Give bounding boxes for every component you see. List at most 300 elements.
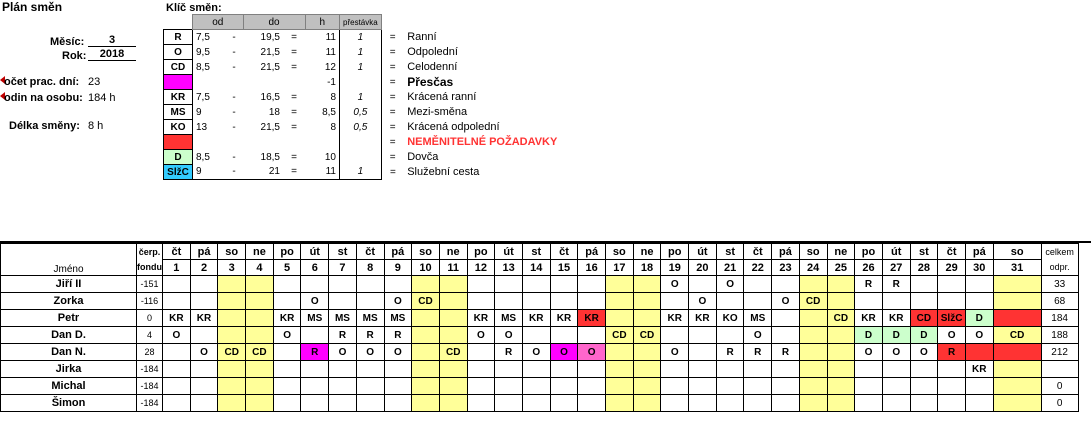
shift-cell[interactable]	[218, 327, 246, 344]
shift-start: 8,5	[193, 150, 226, 165]
workdays-label: očet prac. dní:	[4, 76, 80, 88]
shift-cell[interactable]	[772, 361, 800, 378]
shift-cell[interactable]: MS	[744, 310, 772, 327]
shift-cell[interactable]	[384, 276, 412, 293]
shift-cell[interactable]: O	[384, 293, 412, 310]
shift-cell[interactable]: MS	[384, 310, 412, 327]
shift-cell[interactable]	[522, 361, 550, 378]
shift-eq: =	[291, 151, 297, 163]
shift-code-D[interactable]: D	[164, 150, 193, 165]
shift-cell[interactable]: KR	[882, 310, 910, 327]
day-number-header: 28	[910, 260, 938, 276]
shift-cell[interactable]	[910, 395, 938, 412]
shift-cell[interactable]: CD	[606, 327, 634, 344]
shift-cell[interactable]	[633, 395, 661, 412]
shift-cell[interactable]	[606, 310, 634, 327]
shift-cell[interactable]	[606, 395, 634, 412]
shift-cell[interactable]	[412, 378, 440, 395]
shift-cell[interactable]	[550, 395, 578, 412]
shift-cell[interactable]	[633, 378, 661, 395]
shift-cell[interactable]: KR	[855, 310, 883, 327]
shift-cell[interactable]	[633, 293, 661, 310]
shift-cell[interactable]	[882, 378, 910, 395]
shift-key-table	[163, 14, 561, 180]
shift-start: 7,5	[193, 30, 226, 45]
shift-cell[interactable]	[606, 276, 634, 293]
shift-cell[interactable]	[301, 327, 329, 344]
shift-cell[interactable]	[882, 293, 910, 310]
shift-cell[interactable]	[633, 276, 661, 293]
shift-cell[interactable]	[799, 395, 827, 412]
shift-code-CD[interactable]: CD	[164, 60, 193, 75]
month-label: Měsíc:	[50, 36, 85, 48]
shift-cell[interactable]	[163, 344, 191, 361]
shift-cell[interactable]: R	[301, 344, 329, 361]
shift-cell[interactable]	[938, 395, 966, 412]
shift-cell[interactable]	[246, 395, 274, 412]
shift-cell[interactable]: O	[190, 344, 218, 361]
shift-cell[interactable]	[246, 327, 274, 344]
shift-cell[interactable]	[661, 293, 689, 310]
shift-cell[interactable]: R	[772, 344, 800, 361]
shift-cell[interactable]: CD	[218, 344, 246, 361]
shift-cell[interactable]	[744, 276, 772, 293]
shift-eq	[283, 135, 305, 150]
shift-cell[interactable]	[273, 293, 301, 310]
shift-cell[interactable]: O	[744, 327, 772, 344]
shift-cell[interactable]: KR	[467, 310, 495, 327]
shift-cell[interactable]: KR	[273, 310, 301, 327]
shift-cell[interactable]	[163, 293, 191, 310]
shift-cell[interactable]	[412, 310, 440, 327]
shift-cell[interactable]	[190, 361, 218, 378]
shift-cell[interactable]: D	[882, 327, 910, 344]
shift-cell[interactable]	[633, 361, 661, 378]
shift-cell[interactable]	[938, 293, 966, 310]
shift-cell[interactable]	[827, 361, 855, 378]
shift-cell[interactable]	[855, 378, 883, 395]
shift-cell[interactable]	[356, 361, 384, 378]
shift-cell[interactable]	[273, 395, 301, 412]
shift-cell[interactable]	[550, 293, 578, 310]
shift-cell[interactable]	[439, 361, 467, 378]
shift-cell[interactable]: MS	[356, 310, 384, 327]
shift-cell[interactable]	[772, 395, 800, 412]
shift-cell[interactable]	[522, 378, 550, 395]
shift-cell[interactable]	[522, 395, 550, 412]
shift-code-KR[interactable]: KR	[164, 90, 193, 105]
shift-cell[interactable]: SlžC	[938, 310, 966, 327]
shift-cell[interactable]	[190, 276, 218, 293]
shift-cell[interactable]	[606, 378, 634, 395]
shift-cell[interactable]	[412, 395, 440, 412]
shift-code-color-7[interactable]	[164, 135, 193, 150]
shift-cell[interactable]	[799, 344, 827, 361]
shift-cell[interactable]: CD	[412, 293, 440, 310]
shift-cell[interactable]: O	[467, 327, 495, 344]
shift-cell[interactable]	[329, 276, 357, 293]
shift-cell[interactable]	[689, 395, 717, 412]
shift-cell[interactable]	[439, 395, 467, 412]
shift-cell[interactable]: O	[384, 344, 412, 361]
shift-cell[interactable]: MS	[301, 310, 329, 327]
shift-cell[interactable]: O	[550, 344, 578, 361]
shift-plan-grid	[0, 243, 1079, 412]
shift-description: Mezi-směna	[407, 106, 468, 118]
total-column-header-2: odpr.	[1041, 260, 1078, 276]
shift-code-SlžC[interactable]: SlžC	[164, 165, 193, 180]
shift-cell[interactable]: KR	[689, 310, 717, 327]
shift-cell[interactable]	[799, 276, 827, 293]
shift-cell[interactable]	[744, 361, 772, 378]
shift-cell[interactable]: KR	[550, 310, 578, 327]
shift-cell[interactable]	[716, 395, 744, 412]
shift-cell[interactable]	[356, 378, 384, 395]
shift-cell[interactable]	[273, 378, 301, 395]
shift-cell[interactable]: O	[163, 327, 191, 344]
shift-cell[interactable]	[661, 378, 689, 395]
shift-cell[interactable]	[938, 276, 966, 293]
shift-cell[interactable]	[246, 378, 274, 395]
shift-cell[interactable]	[633, 344, 661, 361]
shift-cell[interactable]	[439, 327, 467, 344]
shift-cell[interactable]	[273, 276, 301, 293]
shift-cell[interactable]: KR	[190, 310, 218, 327]
shift-cell[interactable]	[993, 395, 1041, 412]
shift-cell[interactable]	[965, 344, 993, 361]
shift-cell[interactable]	[965, 395, 993, 412]
shift-cell[interactable]	[661, 327, 689, 344]
shift-cell[interactable]	[218, 361, 246, 378]
shift-cell[interactable]	[578, 395, 606, 412]
shift-cell[interactable]	[439, 293, 467, 310]
shift-cell[interactable]	[495, 395, 523, 412]
shift-cell[interactable]	[799, 310, 827, 327]
shift-cell[interactable]	[301, 361, 329, 378]
shift-cell[interactable]: CD	[799, 293, 827, 310]
shift-cell[interactable]: O	[329, 344, 357, 361]
employee-total-hours: 184	[1041, 310, 1078, 327]
shift-cell[interactable]	[218, 378, 246, 395]
shift-cell[interactable]	[993, 378, 1041, 395]
shift-cell[interactable]	[550, 378, 578, 395]
day-number-header: 31	[993, 260, 1041, 276]
shift-cell[interactable]	[799, 327, 827, 344]
shift-break: 0,5	[340, 120, 382, 135]
shift-cell[interactable]	[661, 395, 689, 412]
employee-name: Petr	[1, 310, 137, 327]
shift-eq2: =	[389, 136, 396, 148]
shift-cell[interactable]: CD	[246, 344, 274, 361]
shift-cell[interactable]	[218, 276, 246, 293]
shift-cell[interactable]: CD	[910, 310, 938, 327]
shift-cell[interactable]	[910, 276, 938, 293]
day-number-header: 16	[578, 260, 606, 276]
shift-code-color-3[interactable]	[164, 75, 193, 90]
shift-dash: -	[232, 91, 236, 103]
employee-fund-balance: -184	[137, 361, 163, 378]
shift-cell[interactable]: O	[689, 293, 717, 310]
shift-code-R[interactable]: R	[164, 30, 193, 45]
shift-cell[interactable]	[965, 293, 993, 310]
shift-cell[interactable]	[910, 378, 938, 395]
shift-cell[interactable]	[412, 344, 440, 361]
shift-cell[interactable]	[439, 378, 467, 395]
shift-cell[interactable]	[384, 395, 412, 412]
shift-cell[interactable]	[606, 293, 634, 310]
shift-cell[interactable]: O	[522, 344, 550, 361]
shift-cell[interactable]	[827, 344, 855, 361]
shift-code-O[interactable]: O	[164, 45, 193, 60]
shift-cell[interactable]	[246, 310, 274, 327]
shift-cell[interactable]: R	[329, 327, 357, 344]
shift-cell[interactable]	[550, 327, 578, 344]
shift-cell[interactable]: CD	[993, 327, 1041, 344]
shift-cell[interactable]: MS	[495, 310, 523, 327]
shift-cell[interactable]: O	[661, 344, 689, 361]
shift-cell[interactable]	[356, 395, 384, 412]
shift-cell[interactable]: KR	[965, 361, 993, 378]
shift-cell[interactable]	[273, 344, 301, 361]
shift-code-KO[interactable]: KO	[164, 120, 193, 135]
shift-cell[interactable]	[495, 293, 523, 310]
shift-description: Krácená odpolední	[407, 121, 500, 133]
shift-cell[interactable]	[938, 378, 966, 395]
shift-cell[interactable]	[467, 361, 495, 378]
shift-break: 1	[340, 60, 382, 75]
shift-cell[interactable]: O	[965, 327, 993, 344]
shift-cell[interactable]	[467, 293, 495, 310]
shift-cell[interactable]	[938, 361, 966, 378]
shift-cell[interactable]	[163, 276, 191, 293]
shift-cell[interactable]	[827, 327, 855, 344]
shift-cell[interactable]	[190, 293, 218, 310]
shift-cell[interactable]	[855, 293, 883, 310]
day-number-header: 29	[938, 260, 966, 276]
shift-break	[340, 135, 382, 150]
table-row	[1, 276, 1079, 293]
shift-cell[interactable]	[661, 361, 689, 378]
shift-cell[interactable]: R	[384, 327, 412, 344]
shift-cell[interactable]	[412, 276, 440, 293]
shift-cell[interactable]	[965, 276, 993, 293]
shift-cell[interactable]	[772, 310, 800, 327]
shift-cell[interactable]: R	[716, 344, 744, 361]
shift-cell[interactable]	[218, 293, 246, 310]
employee-fund-balance: -151	[137, 276, 163, 293]
shift-cell[interactable]: KR	[578, 310, 606, 327]
shift-cell[interactable]	[522, 293, 550, 310]
shift-cell[interactable]: O	[910, 344, 938, 361]
shift-cell[interactable]: R	[356, 327, 384, 344]
shift-cell[interactable]	[993, 293, 1041, 310]
shift-break: 1	[340, 30, 382, 45]
shift-cell[interactable]	[578, 378, 606, 395]
shift-cell[interactable]	[550, 276, 578, 293]
shift-eq: =	[291, 91, 297, 103]
shift-cell[interactable]	[301, 395, 329, 412]
shift-cell[interactable]: KR	[163, 310, 191, 327]
shift-cell[interactable]	[910, 361, 938, 378]
shift-cell[interactable]	[329, 378, 357, 395]
shift-cell[interactable]	[744, 293, 772, 310]
day-number-header: 5	[273, 260, 301, 276]
shift-cell[interactable]: CD	[439, 344, 467, 361]
shift-cell[interactable]	[190, 378, 218, 395]
shift-cell[interactable]: O	[661, 276, 689, 293]
shift-cell[interactable]	[827, 378, 855, 395]
shift-cell[interactable]	[716, 327, 744, 344]
shift-cell[interactable]	[495, 361, 523, 378]
shift-cell[interactable]: O	[301, 293, 329, 310]
shift-cell[interactable]	[190, 395, 218, 412]
shift-cell[interactable]: D	[855, 327, 883, 344]
shift-cell[interactable]	[246, 293, 274, 310]
shift-cell[interactable]	[467, 276, 495, 293]
shift-cell[interactable]	[273, 361, 301, 378]
shift-cell[interactable]	[689, 361, 717, 378]
shift-cell[interactable]: KR	[661, 310, 689, 327]
shift-cell[interactable]	[578, 327, 606, 344]
shift-cell[interactable]: R	[938, 344, 966, 361]
shift-cell[interactable]: O	[772, 293, 800, 310]
shift-end	[243, 135, 283, 150]
shift-cell[interactable]	[522, 327, 550, 344]
shift-cell[interactable]	[855, 361, 883, 378]
shift-cell[interactable]	[246, 361, 274, 378]
shift-cell[interactable]	[689, 378, 717, 395]
shift-cell[interactable]: CD	[827, 310, 855, 327]
shift-cell[interactable]	[882, 395, 910, 412]
shift-length-value: 8 h	[88, 120, 104, 132]
table-row	[1, 293, 1079, 310]
shift-cell[interactable]	[744, 395, 772, 412]
shift-cell[interactable]: O	[356, 344, 384, 361]
shift-cell[interactable]	[163, 395, 191, 412]
shift-cell[interactable]: O	[578, 344, 606, 361]
weekday-header: čt	[938, 244, 966, 260]
shift-dash	[225, 75, 243, 90]
day-number-header: 15	[550, 260, 578, 276]
shift-cell[interactable]	[799, 378, 827, 395]
shift-cell[interactable]: O	[716, 276, 744, 293]
shift-cell[interactable]: D	[965, 310, 993, 327]
shift-cell[interactable]	[910, 293, 938, 310]
shift-cell[interactable]	[301, 378, 329, 395]
shift-cell[interactable]	[716, 378, 744, 395]
shift-cell[interactable]	[716, 361, 744, 378]
month-value[interactable]: 3	[88, 34, 136, 47]
shift-cell[interactable]	[772, 378, 800, 395]
shift-cell[interactable]	[467, 378, 495, 395]
shift-cell[interactable]	[965, 378, 993, 395]
shift-cell[interactable]: D	[910, 327, 938, 344]
shift-eq2: =	[389, 151, 396, 163]
shift-cell[interactable]	[301, 276, 329, 293]
shift-cell[interactable]: O	[882, 344, 910, 361]
shift-cell[interactable]	[689, 344, 717, 361]
shift-cell[interactable]	[882, 361, 910, 378]
shift-cell[interactable]	[855, 395, 883, 412]
shift-cell[interactable]: KR	[522, 310, 550, 327]
shift-cell[interactable]	[827, 293, 855, 310]
shift-cell[interactable]	[163, 361, 191, 378]
shift-cell[interactable]	[329, 361, 357, 378]
shift-cell[interactable]	[827, 276, 855, 293]
weekday-header: so	[412, 244, 440, 260]
shift-cell[interactable]	[550, 361, 578, 378]
shift-cell[interactable]	[329, 395, 357, 412]
shift-cell[interactable]	[439, 276, 467, 293]
shift-cell[interactable]	[716, 293, 744, 310]
shift-cell[interactable]	[412, 361, 440, 378]
year-value[interactable]: 2018	[88, 48, 136, 61]
shift-cell[interactable]	[218, 310, 246, 327]
shift-cell[interactable]	[606, 361, 634, 378]
shift-cell[interactable]	[522, 276, 550, 293]
shift-cell[interactable]	[578, 293, 606, 310]
key-header-break: přestávka	[340, 15, 382, 30]
shift-cell[interactable]	[384, 378, 412, 395]
shift-cell[interactable]	[246, 276, 274, 293]
shift-cell[interactable]: KO	[716, 310, 744, 327]
shift-eq2: =	[389, 106, 396, 118]
shift-cell[interactable]	[467, 344, 495, 361]
shift-cell[interactable]	[384, 361, 412, 378]
shift-cell[interactable]: O	[855, 344, 883, 361]
shift-cell[interactable]	[356, 293, 384, 310]
shift-cell[interactable]	[439, 310, 467, 327]
shift-cell[interactable]: R	[882, 276, 910, 293]
shift-cell[interactable]	[689, 276, 717, 293]
shift-end: 18,5	[260, 151, 280, 163]
shift-cell[interactable]: O	[273, 327, 301, 344]
shift-cell[interactable]	[495, 378, 523, 395]
shift-cell[interactable]: O	[938, 327, 966, 344]
shift-cell[interactable]	[772, 327, 800, 344]
shift-cell[interactable]: O	[495, 327, 523, 344]
shift-cell[interactable]	[993, 310, 1041, 327]
shift-cell[interactable]: CD	[633, 327, 661, 344]
shift-cell[interactable]	[993, 276, 1041, 293]
shift-cell[interactable]	[467, 395, 495, 412]
shift-cell[interactable]	[495, 276, 523, 293]
shift-cell[interactable]	[606, 344, 634, 361]
shift-cell[interactable]	[356, 276, 384, 293]
shift-cell[interactable]	[578, 276, 606, 293]
shift-cell[interactable]: R	[495, 344, 523, 361]
shift-cell[interactable]	[799, 361, 827, 378]
shift-cell[interactable]	[633, 310, 661, 327]
shift-cell[interactable]	[329, 293, 357, 310]
shift-cell[interactable]	[744, 378, 772, 395]
shift-cell[interactable]	[163, 378, 191, 395]
shift-cell[interactable]	[772, 276, 800, 293]
shift-cell[interactable]	[827, 395, 855, 412]
shift-cell[interactable]	[689, 327, 717, 344]
shift-cell[interactable]	[993, 344, 1041, 361]
shift-cell[interactable]: MS	[329, 310, 357, 327]
shift-cell[interactable]	[190, 327, 218, 344]
shift-code-MS[interactable]: MS	[164, 105, 193, 120]
shift-cell[interactable]: R	[855, 276, 883, 293]
shift-cell[interactable]	[412, 327, 440, 344]
shift-cell[interactable]	[218, 395, 246, 412]
shift-cell[interactable]	[993, 361, 1041, 378]
shift-end: 21,5	[260, 61, 280, 73]
shift-cell[interactable]	[578, 361, 606, 378]
shift-cell[interactable]: R	[744, 344, 772, 361]
